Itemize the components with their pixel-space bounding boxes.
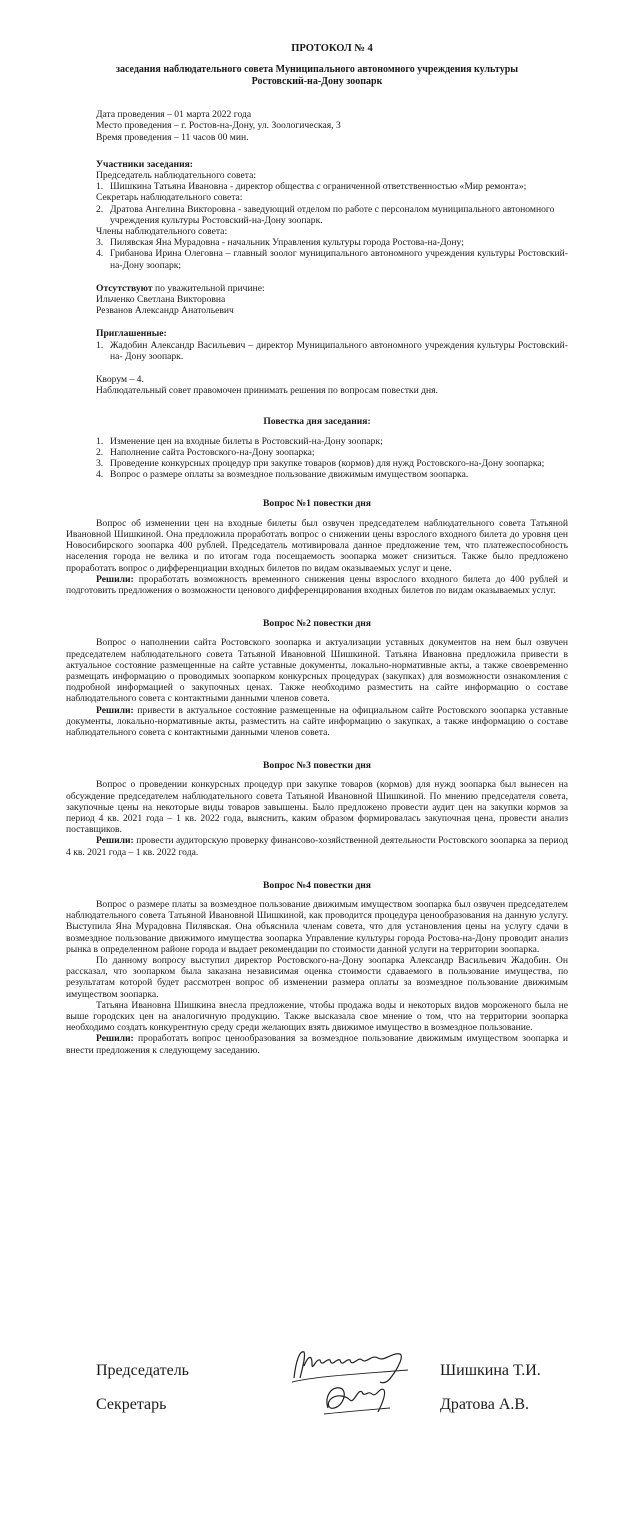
signature-block <box>0 1348 618 1438</box>
question-4-heading: Вопрос №4 повестки дня <box>263 879 371 891</box>
quorum-count: Кворум – 4. <box>96 374 144 386</box>
question-1-heading: Вопрос №1 повестки дня <box>263 498 371 510</box>
question-4-decision: Решили: проработать вопрос ценообразования за возмездное пользование движимым имуществом зоопарка и внести предложения к следующему заседанию. <box>66 1033 568 1056</box>
secretary-signature-label: Секретарь <box>96 1396 167 1413</box>
question-3-heading: Вопрос №3 повестки дня <box>263 760 371 772</box>
participants-section <box>96 159 568 271</box>
meeting-place: Место проведения – г. Ростов-на-Дону, ул. Зоологическая, 3 <box>96 120 341 132</box>
question-2-heading: Вопрос №2 повестки дня <box>263 618 371 630</box>
agenda-item: 2. Наполнение сайта Ростовского-на-Дону зоопарка; <box>96 446 315 458</box>
agenda-heading: Повестка дня заседания: <box>263 416 371 428</box>
members-label: Члены наблюдательного совета: <box>96 226 228 238</box>
invited-list <box>96 340 568 362</box>
question-1-body: Вопрос об изменении цен на входные билеты был озвучен председателем наблюдательного совета Татьяной Ивановной Шишкиной. Она предложила проработать вопрос о снижении цены взрослого входного билета до уровня цен Новосибирского зоопарка 400 рублей. Председатель мотивировала данное предложение тем, что платежеспособность населения города не велика и по итогам года посещаемость зоопарка может снизиться. Также было предложено проработать вопрос о дифференциации входных билетов по видам оказываемых услуг и цене. <box>66 517 568 574</box>
question-4-paragraph: Татьяна Ивановна Шишкина внесла предложение, чтобы продажа воды и некоторых видов мороженого была не выше городских цен на аналогичную продукцию. Также высказала свое мнение о том, что на территории зоопарка необходимо создать конкурентную среду среди желающих взять движимое имущество в возмездное пользование. <box>66 999 568 1034</box>
chair-signature-label: Председатель <box>96 1362 189 1379</box>
absent-person: Резванов Александр Анатольевич <box>96 305 234 317</box>
secretary-list <box>96 204 568 226</box>
absent-person: Ильченко Светлана Викторовна <box>96 294 226 306</box>
question-2-body: Вопрос о наполнении сайта Ростовского зоопарка и актуализации уставных документов на нем был озвучен председателем наблюдательного совета Татьяной Ивановной Шишкиной. Татьяна Ивановна предложила привести в актуальное состояние размещенные на сайте уставные документы, локально-нормативные акты, а также своевременно размещать информацию о проводимых зоопарком конкурсных процедурах (закупках) для возможности ознакомления с подробной информацией о закупочных ценах. Также необходимо разместить на сайте информацию о составе наблюдательного совета с контактными данными членов совета. <box>66 637 568 705</box>
list-item: 3. Пилявская Яна Мурадовна - начальник Управления культуры города Ростова-на-Дону; <box>96 237 464 249</box>
invited-heading: Приглашенные: <box>96 328 167 340</box>
list-item: 2. Дратова Ангелина Викторовна - заведующий отделом по работе с персоналом муниципального автономного учреждения культуры Ростовский-на-Дону зоопарк. <box>96 203 555 226</box>
document-title: ПРОТОКОЛ № 4 <box>291 43 373 54</box>
secretary-signature-icon <box>318 1378 398 1418</box>
question-4-paragraph: Вопрос о размере платы за возмездное пользование движимым имуществом зоопарка был озвучен председателем наблюдательного совета Татьяной Ивановной Шишкиной, как проводится процедура ценообразования на данную услугу. Выступила Яна Мурадовна Пилявская. Она объяснила членам совета, что для установления цены на услугу сдачи в возмездное пользование движимого имущества зоопарка Управление культуры города Ростова-на-Дону проводит анализ рынка в определенном районе города и выдает рекомендации по стоимости данной услуги на территории зоопарка. <box>66 898 568 955</box>
chair-name: Шишкина Т.И. <box>440 1362 541 1379</box>
question-4-paragraph: По данному вопросу выступил директор Ростовского-на-Дону зоопарка Александр Васильевич Жадобин. Он рассказал, что зоопарком была заказана независимая оценка стоимости сдаваемого в пользование имущества, по результатам которой будет рассмотрен вопрос об изменении размера оплаты за возмездное пользование движимым имуществом зоопарка. <box>66 954 568 1000</box>
list-item: 4. Грибанова Ирина Олеговна – главный зоолог муниципального автономного учреждения культуры Ростовский-на-Дону зоопарк; <box>96 248 568 271</box>
question-1-decision: Решили: проработать возможность временного снижения цены взрослого входного билета до 400 рублей и подготовить предложения о возможности ценового дифференцирования входных билетов по видам оказываемых услуг. <box>66 573 568 596</box>
list-item: 1. Жадобин Александр Васильевич – директор Муниципального автономного учреждения культуры Ростовский-на- Дону зоопарк. <box>96 339 568 362</box>
question-2 <box>66 637 568 738</box>
participants-heading: Участники заседания: <box>96 158 193 170</box>
question-3-body: Вопрос о проведении конкурсных процедур при закупке товаров (кормов) для нужд зоопарка был вынесен на обсуждение председателем наблюдательного совета Татьяной Ивановной Шишкиной. По мнению председателя совета, закупочные цены на некоторые виды товаров завышены. Было предложено провести аудит цен на закупки кормов за период 4 кв. 2021 года – 1 кв. 2022 года, выяснить, каким образом формировалась закупочная цена, провести анализ поставщиков. <box>66 779 568 836</box>
quorum-statement: Наблюдательный совет правомочен принимать решения по вопросам повестки дня. <box>96 385 438 397</box>
invited-section <box>96 328 568 362</box>
chair-label: Председатель наблюдательного совета: <box>96 170 256 182</box>
agenda-list <box>96 436 568 481</box>
agenda-item: 1. Изменение цен на входные билеты в Ростовский-на-Дону зоопарк; <box>96 435 383 447</box>
agenda-item: 3. Проведение конкурсных процедур при закупке товаров (кормов) для нужд Ростовского-на-Дону зоопарка; <box>96 458 545 470</box>
agenda-item: 4. Вопрос о размере оплаты за возмездное пользование движимым имуществом зоопарка. <box>96 469 469 481</box>
subtitle-line-1: заседания наблюдательного совета Муниципального автономного учреждения культуры <box>115 64 519 76</box>
secretary-name: Дратова А.В. <box>440 1396 530 1413</box>
question-2-decision: Решили: привести в актуальное состояние размещенные на официальном сайте Ростовского зоопарка уставные документы, локально-нормативные акты, разместить на сайте информацию о закупках, а также информацию о составе наблюдательного совета с контактными данными членов совета. <box>66 704 568 738</box>
question-1 <box>66 518 568 596</box>
meeting-meta <box>96 109 568 143</box>
chair-list <box>96 181 568 192</box>
members-list <box>96 237 568 271</box>
subtitle-line-2: Ростовский-на-Дону зоопарк <box>251 75 383 87</box>
quorum-section <box>96 374 568 396</box>
absent-section: Отсутствуют по уважительной причине: Ильченко Светлана Викторовна Резванов Александр Анатольевич <box>96 283 568 317</box>
document-subtitle <box>66 64 568 87</box>
question-4 <box>66 899 568 1056</box>
question-3-decision: Решили: провести аудиторскую проверку финансово-хозяйственной деятельности Ростовского зоопарка за период 4 кв. 2021 года – 1 кв. 2022 года. <box>66 835 568 858</box>
list-item: 1. Шишкина Татьяна Ивановна - директор общества с ограниченной ответственностью «Мир ремонта»; <box>96 181 527 193</box>
question-3 <box>66 779 568 857</box>
absent-heading: Отсутствуют <box>96 282 153 294</box>
secretary-label: Секретарь наблюдательного совета: <box>96 192 243 204</box>
meeting-time: Время проведения – 11 часов 00 мин. <box>96 131 249 143</box>
meeting-date: Дата проведения – 01 марта 2022 года <box>96 109 252 121</box>
